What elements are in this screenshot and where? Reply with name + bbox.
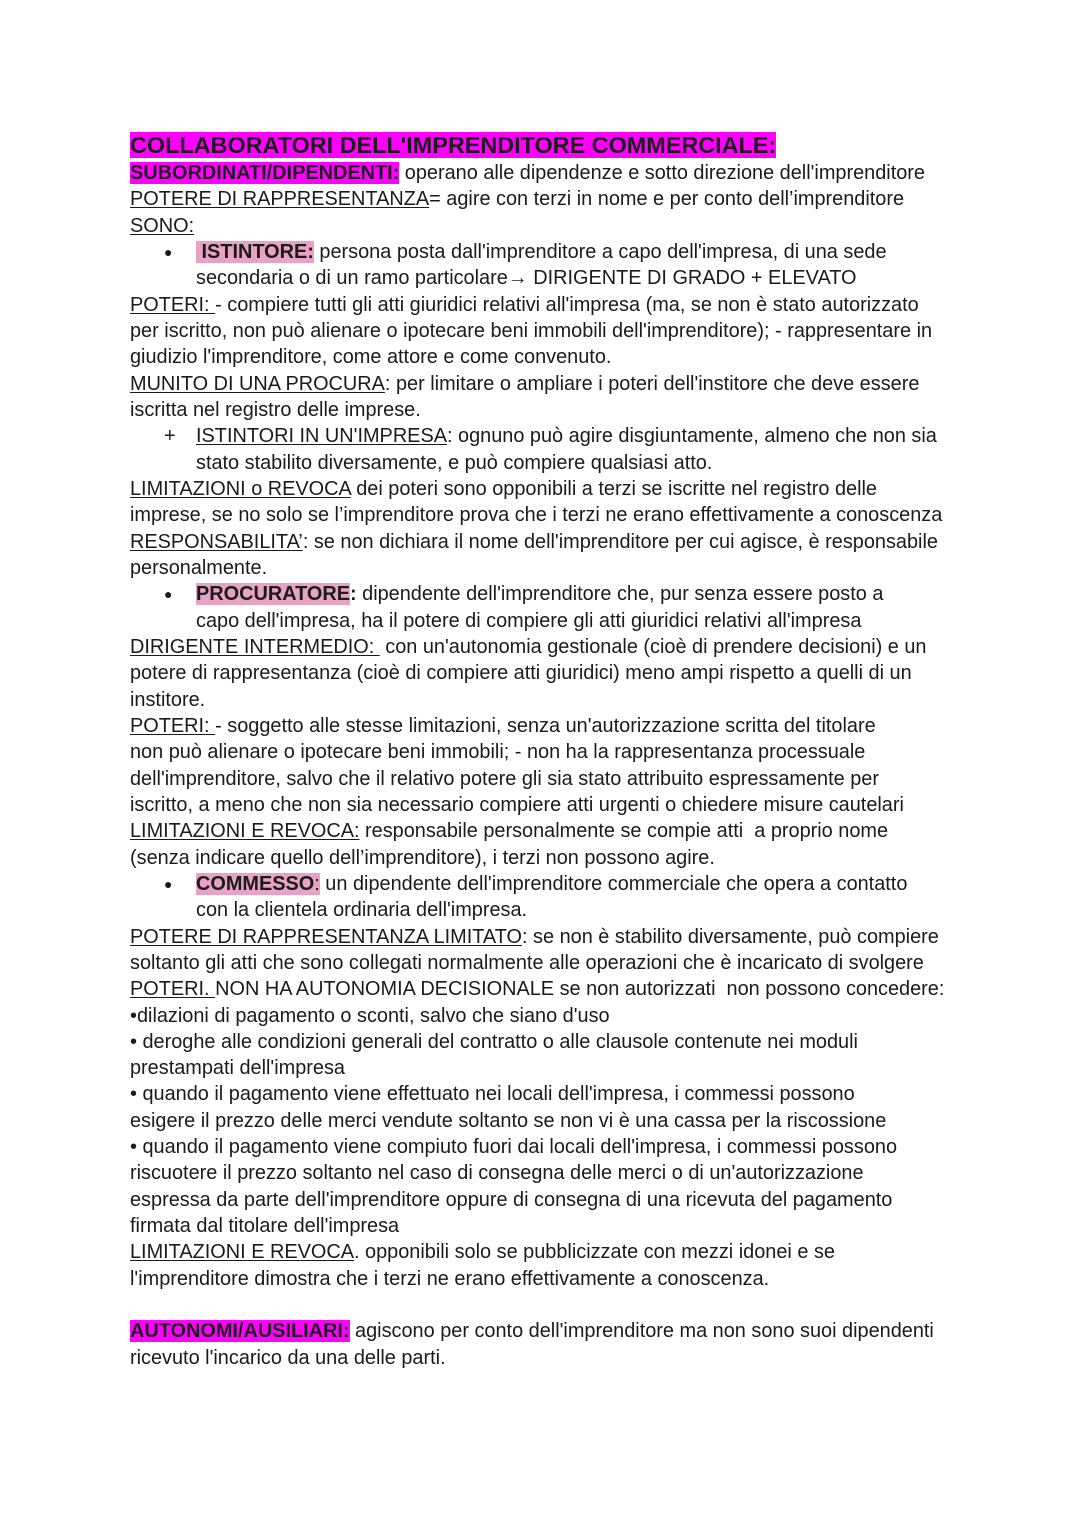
line-text: imprese, se no solo se l’imprenditore prova che i terzi ne erano effettivamente a conoscenza — [130, 504, 943, 527]
line-text: l'imprenditore dimostra che i terzi ne erano effettivamente a conoscenza. — [130, 1267, 770, 1290]
text-line — [130, 1213, 944, 1239]
line-text: • quando il pagamento viene effettuato nei locali dell'impresa, i commessi possono — [130, 1083, 855, 1106]
text-line — [130, 529, 944, 555]
list-item — [130, 1029, 944, 1055]
text-line — [130, 186, 944, 212]
term-label: PROCURATORE — [196, 583, 350, 606]
line-text: stato stabilito diversamente, e può compiere qualsiasi atto. — [196, 451, 713, 474]
bullet-marker: ● — [164, 586, 173, 603]
line-text: dei poteri sono opponibili a terzi se iscritte nel registro delle — [350, 477, 877, 500]
underlined-term: POTERI: — [130, 293, 216, 316]
section-label: AUTONOMI/AUSILIARI: — [130, 1320, 350, 1343]
list-item — [130, 1081, 944, 1107]
text-line — [130, 371, 944, 397]
text-line — [130, 502, 944, 528]
underlined-term: ISTINTORI IN UN'IMPRESA — [196, 425, 447, 448]
bullet-line — [130, 871, 944, 897]
line-text: . opponibili solo se pubblicizzate con mezzi idonei e se — [353, 1241, 835, 1264]
line-text: per iscritto, non può alienare o ipotecare beni immobili dell'imprenditore); - rappresentare in — [130, 319, 933, 342]
line-text: capo dell'impresa, ha il potere di compiere gli atti giuridici relativi all'impresa — [196, 609, 862, 632]
line-text: iscritto, a meno che non sia necessario compiere atti urgenti o chiedere misure cautelari — [130, 793, 904, 816]
line-text: agiscono per conto dell'imprenditore ma non sono suoi dipendenti — [349, 1320, 934, 1343]
line-text: • quando il pagamento viene compiuto fuori dai locali dell'impresa, i commessi possono — [130, 1136, 898, 1159]
text-line — [130, 1187, 944, 1213]
text-line — [130, 1239, 944, 1265]
line-text: : se non dichiara il nome dell'imprenditore per cui agisce, è responsabile — [302, 530, 938, 553]
underlined-term: LIMITAZIONI o REVOCA — [130, 477, 351, 500]
text-line — [130, 450, 944, 476]
line-text: potere di rappresentanza (cioè di compiere atti giuridici) meno ampi rispetto a quelli di un — [130, 662, 912, 685]
bullet-line — [130, 423, 944, 449]
section-label: SUBORDINATI/DIPENDENTI: — [130, 162, 400, 184]
line-text: esigere il prezzo delle merci vendute soltanto se non vi è una cassa per la riscossione — [130, 1109, 887, 1132]
line-text: firmata dal titolare dell'impresa — [130, 1215, 400, 1238]
page-heading-text: COLLABORATORI DELL'IMPRENDITORE COMMERCIALE: — [130, 132, 777, 158]
bullet-line — [130, 239, 944, 265]
underlined-term: SONO: — [130, 214, 195, 237]
text-line — [130, 924, 944, 950]
line-text: •dilazioni di pagamento o sconti, salvo che siano d'uso — [130, 1004, 610, 1027]
line-text: : ognuno può agire disgiuntamente, almeno che non sia — [446, 425, 937, 448]
document-body — [130, 131, 944, 1371]
text-line — [130, 292, 944, 318]
underlined-term: RESPONSABILITA’ — [130, 530, 303, 553]
line-text: un dipendente dell'imprenditore commerciale che opera a contatto — [319, 872, 908, 895]
line-text: iscritta nel registro delle imprese. — [130, 398, 421, 421]
line-text: operano alle dipendenze e sotto direzione dell'imprenditore — [399, 162, 925, 184]
paragraph-gap — [130, 1292, 944, 1318]
text-line — [130, 634, 944, 660]
underlined-term: POTERE DI RAPPRESENTANZA LIMITATO — [130, 925, 522, 948]
line-text: NON HA AUTONOMIA DECISIONALE se non autorizzati non possono concedere: — [215, 978, 945, 1001]
line-text: con un'autonomia gestionale (cioè di prendere decisioni) e un — [379, 635, 927, 658]
text-line — [130, 976, 944, 1002]
text-line — [130, 1160, 944, 1186]
line-text: dell'imprenditore, salvo che il relativo potere gli sia stato attribuito espressamente per — [130, 767, 879, 790]
text-line — [130, 818, 944, 844]
line-text: con la clientela ordinaria dell'impresa. — [196, 899, 528, 922]
list-item — [130, 1134, 944, 1160]
text-line — [130, 660, 944, 686]
line-text: prestampati dell'impresa — [130, 1057, 345, 1080]
line-text: : se non è stabilito diversamente, può compiere — [521, 925, 939, 948]
bullet-line — [130, 581, 944, 607]
text-line — [130, 713, 944, 739]
bullet-marker: ● — [164, 875, 173, 892]
underlined-term: POTERE DI RAPPRESENTANZA — [130, 188, 430, 211]
plus-marker: + — [164, 425, 176, 448]
text-line — [130, 160, 944, 186]
line-text: ricevuto l'incarico da una delle parti. — [130, 1346, 446, 1369]
line-text: secondaria o di un ramo particolare→ DIRIGENTE DI GRADO + ELEVATO — [196, 267, 857, 290]
line-text: riscuotere il prezzo soltanto nel caso di consegna delle merci o di un'autorizzazione — [130, 1162, 864, 1185]
text-line — [130, 1318, 944, 1344]
text-line — [130, 608, 944, 634]
text-line — [130, 845, 944, 871]
text-line — [130, 213, 944, 239]
bullet-marker: ● — [164, 243, 173, 260]
line-text: - compiere tutti gli atti giuridici relativi all'impresa (ma, se non è stato autorizzato — [215, 293, 919, 316]
line-text: - soggetto alle stesse limitazioni, senza un'autorizzazione scritta del titolare — [215, 714, 876, 737]
text-line — [130, 950, 944, 976]
line-text: espressa da parte dell'imprenditore oppure di consegna di una ricevuta del pagamento — [130, 1188, 893, 1211]
underlined-term: POTERI: — [130, 714, 216, 737]
underlined-term: MUNITO DI UNA PROCURA — [130, 372, 385, 395]
term-colon: : — [314, 872, 320, 895]
line-text: institore. — [130, 688, 206, 711]
text-line — [130, 1055, 944, 1081]
text-line — [130, 476, 944, 502]
line-text: dipendente dell'imprenditore che, pur senza essere posto a — [356, 583, 884, 606]
text-line — [130, 1266, 944, 1292]
text-line — [130, 739, 944, 765]
text-line — [130, 1345, 944, 1371]
line-text: personalmente. — [130, 556, 268, 579]
text-line — [130, 792, 944, 818]
text-line — [130, 265, 944, 291]
text-line — [130, 1108, 944, 1134]
text-line — [130, 897, 944, 923]
text-line — [130, 766, 944, 792]
text-line — [130, 318, 944, 344]
line-text: (senza indicare quello dell’imprenditore), i terzi non possono agire. — [130, 846, 715, 869]
term-label: COMMESSO — [196, 872, 315, 895]
underlined-term: LIMITAZIONI E REVOCA: — [130, 820, 360, 843]
text-line — [130, 687, 944, 713]
line-text: persona posta dall'imprenditore a capo dell'impresa, di una sede — [313, 240, 887, 263]
line-text: giudizio l'imprenditore, come attore e come convenuto. — [130, 346, 612, 369]
term-label: ISTINTORE: — [196, 240, 314, 263]
line-text: = agire con terzi in nome e per conto dell’imprenditore — [429, 188, 905, 211]
line-text: soltanto gli atti che sono collegati normalmente alle operazioni che è incaricato di svolgere — [130, 951, 924, 974]
line-text: non può alienare o ipotecare beni immobili; - non ha la rappresentanza processuale — [130, 741, 866, 764]
underlined-term: LIMITAZIONI E REVOCA — [130, 1241, 354, 1264]
underlined-term: DIRIGENTE INTERMEDIO: — [130, 635, 380, 658]
text-line — [130, 397, 944, 423]
list-item — [130, 1003, 944, 1029]
line-text: • deroghe alle condizioni generali del contratto o alle clausole contenute nei moduli — [130, 1030, 858, 1053]
line-text: : per limitare o ampliare i poteri dell'institore che deve essere — [384, 372, 920, 395]
line-text: responsabile personalmente se compie atti a proprio nome — [359, 820, 889, 843]
underlined-term: POTERI. — [130, 978, 216, 1001]
text-line — [130, 555, 944, 581]
text-line — [130, 344, 944, 370]
term-colon: : — [349, 583, 357, 606]
page-heading — [130, 131, 944, 160]
